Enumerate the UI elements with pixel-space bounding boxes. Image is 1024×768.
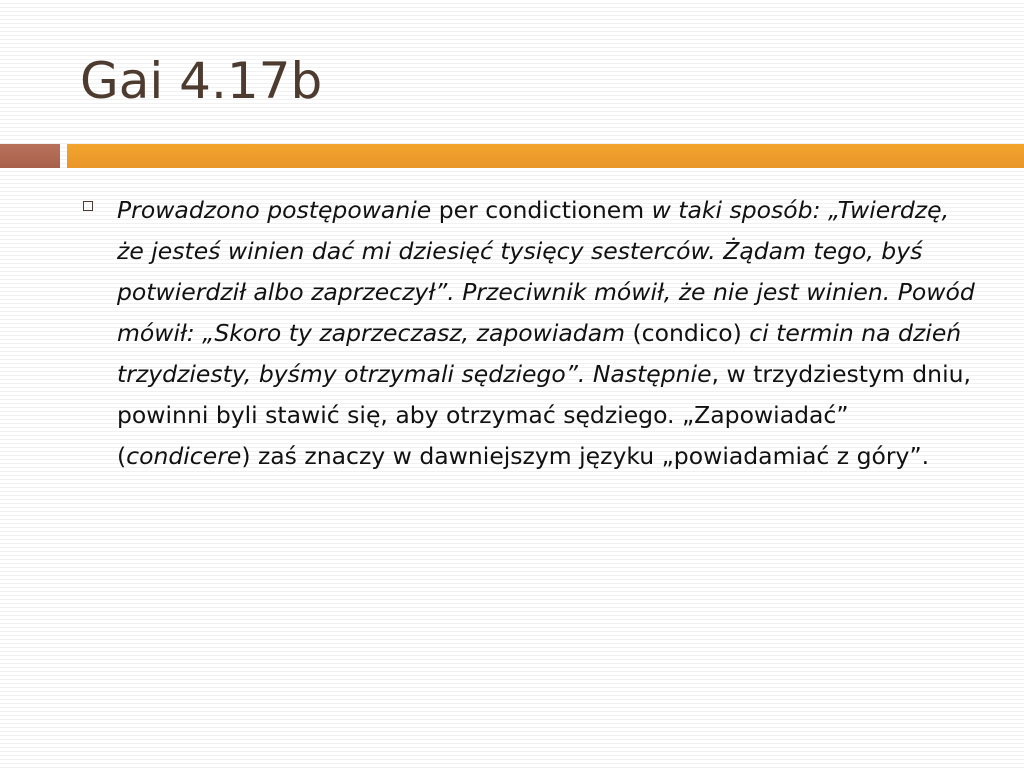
text-run: w taki sposób: „Twierdzę, że jesteś winien dać mi dziesięć tysięcy sesterców. Żądam tego, byś potwierdził albo zaprzeczył”. Przeciwnik mówił, że nie jest winien. Powód mówił: „Skoro ty zaprzeczasz, zapowiadam: [117, 196, 983, 347]
accent-bar-left: [0, 144, 60, 168]
bullet-text: [117, 190, 983, 477]
bullet-item: [80, 190, 983, 477]
text-run: ) zaś znaczy w dawniejszym języku „powiadamiać z góry”.: [241, 442, 930, 470]
text-run: ci termin na dzień trzydziesty, byśmy otrzymali sędziego”. Następnie: [117, 319, 969, 388]
slide-content: [80, 190, 983, 477]
text-run: , w trzydziestym dniu, powinni byli stawić się, aby otrzymać sędziego. „Zapowiadać” (: [117, 360, 979, 470]
text-run: condicere: [126, 442, 242, 470]
accent-bar-right: [67, 144, 1024, 168]
text-run: Prowadzono postępowanie: [117, 196, 432, 224]
text-run: per condictionem: [431, 196, 652, 224]
square-bullet-icon: [83, 201, 93, 211]
text-run: (condico): [632, 319, 742, 347]
slide-title: Gai 4.17b: [80, 52, 323, 110]
